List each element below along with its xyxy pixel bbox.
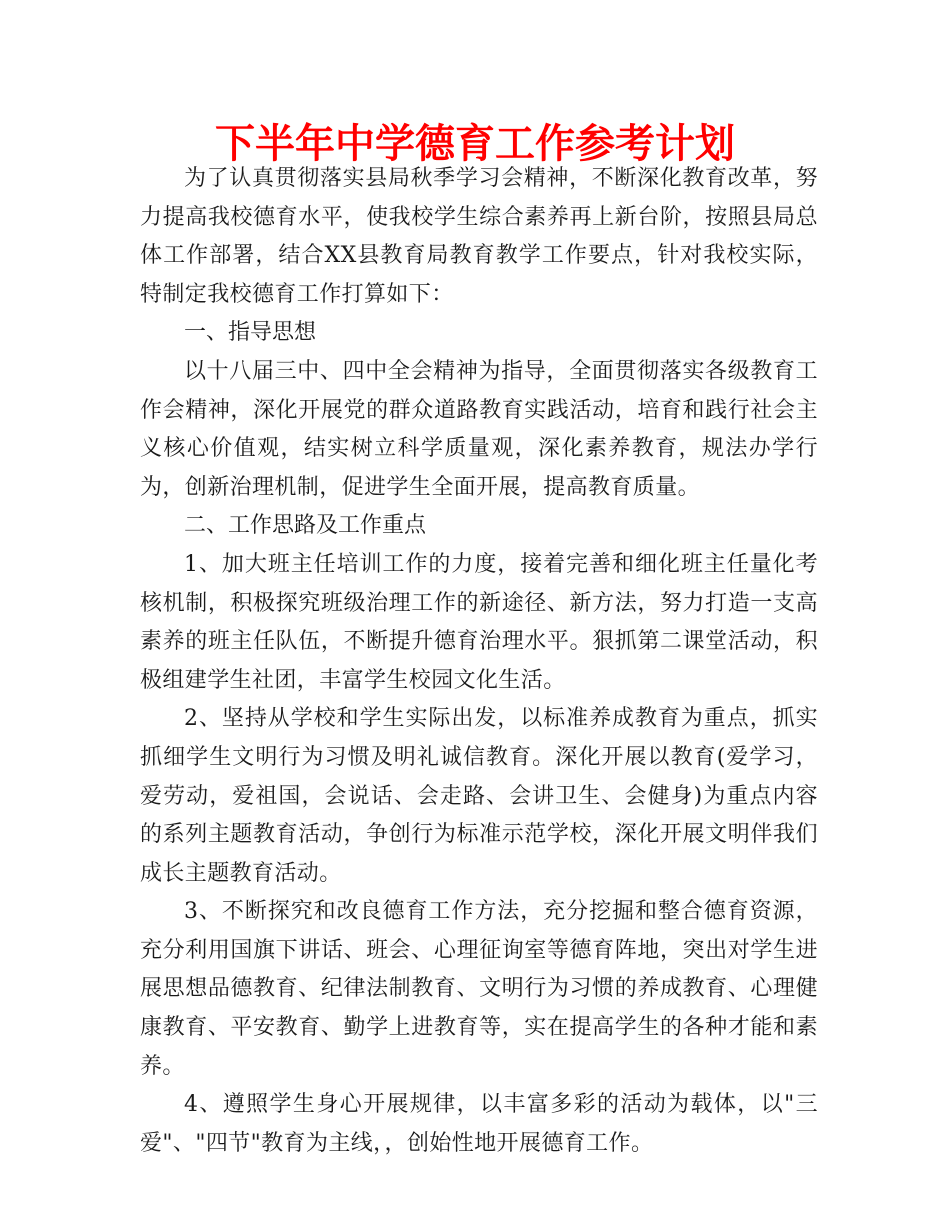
section-heading-work-focus: 二、工作思路及工作重点 xyxy=(184,513,427,539)
document-title: 下半年中学德育工作参考计划 xyxy=(215,121,735,167)
work-item-1: 1、加大班主任培训工作的力度，接着完善和细化班主任量化考核机制，积极探究班级治理工作的新途径、新方法，努力打造一支高素养的班主任队伍，不断提升德育治理水平。狠抓第二课堂活动，积极组建学生社团，丰富学生校园文化生活。 xyxy=(140,551,818,693)
work-item-2: 2、坚持从学校和学生实际出发，以标准养成教育为重点，抓实抓细学生文明行为习惯及明礼诚信教育。深化开展以教育(爱学习，爱劳动，爱祖国，会说话、会走路、会讲卫生、会健身)为重点内容的系列主题教育活动，争创行为标准示范学校，深化开展文明伴我们成长主题教育活动。 xyxy=(140,706,818,886)
document-body xyxy=(140,160,818,1163)
section-heading-guiding-thought: 一、指导思想 xyxy=(184,320,317,346)
work-item-4: 4、遵照学生身心开展规律，以丰富多彩的活动为载体，以"三爱"、"四节"教育为主线，，创始性地开展德育工作。 xyxy=(140,1092,818,1156)
guiding-thought-paragraph: 以十八届三中、四中全会精神为指导，全面贯彻落实各级教育工作会精神，深化开展党的群众道路教育实践活动，培育和践行社会主义核心价值观，结实树立科学质量观，深化素养教育，规法办学行为，创新治理机制，促进学生全面开展，提高教育质量。 xyxy=(140,358,818,500)
intro-paragraph: 为了认真贯彻落实县局秋季学习会精神，不断深化教育改革，努力提高我校德育水平，使我校学生综合素养再上新台阶，按照县局总体工作部署，结合XX县教育局教育教学工作要点，针对我校实际，特制定我校德育工作打算如下： xyxy=(140,166,818,307)
work-item-3: 3、不断探究和改良德育工作方法，充分挖掘和整合德育资源，充分利用国旗下讲话、班会、心理征询室等德育阵地，突出对学生进展思想品德教育、纪律法制教育、文明行为习惯的养成教育、心理健康教育、平安教育、勤学上进教育等，实在提高学生的各种才能和素养。 xyxy=(140,899,818,1079)
